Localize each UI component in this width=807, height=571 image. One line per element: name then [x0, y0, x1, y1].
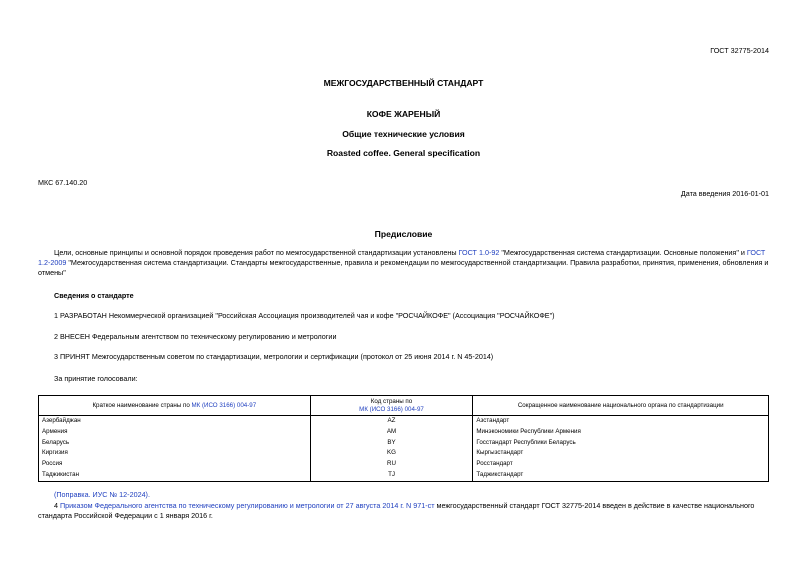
standards-body-cell: Азстандарт [473, 416, 769, 427]
standard-info-heading: Сведения о стандарте [54, 291, 134, 300]
country-cell: Киргизия [39, 448, 311, 459]
country-cell: Армения [39, 427, 311, 438]
country-code-cell: KG [310, 448, 473, 459]
table-row [39, 470, 769, 481]
table-row [39, 416, 769, 427]
country-code-cell: RU [310, 459, 473, 470]
order-link[interactable]: Приказом Федерального агентства по техническому регулированию и метрологии от 27 августа 2014 г. N 971-ст [60, 501, 435, 510]
info-item-adopted: 3 ПРИНЯТ Межгосударственным советом по стандартизации, метрологии и сертификации (протокол от 25 июня 2014 г. N 45-2014) [54, 352, 494, 361]
voting-countries-table [38, 395, 769, 482]
country-code-cell: AM [310, 427, 473, 438]
standard-type-heading: МЕЖГОСУДАРСТВЕННЫЙ СТАНДАРТ [323, 78, 484, 88]
header-country-code [310, 396, 473, 416]
country-cell: Азербайджан [39, 416, 311, 427]
mk-iso-link[interactable]: МК (ИСО 3166) 004-97 [191, 401, 257, 409]
country-code-cell: BY [310, 438, 473, 449]
info-item-enacted [38, 501, 769, 521]
info-item-submitted: 2 ВНЕСЕН Федеральным агентством по техническому регулированию и метрологии [54, 332, 337, 341]
country-cell: Беларусь [39, 438, 311, 449]
header-country-text: Краткое наименование страны по [92, 401, 192, 409]
header-code-text: Код страны по [370, 397, 413, 405]
item4-number: 4 [54, 501, 60, 510]
standards-body-cell: Госстандарт Республики Беларусь [473, 438, 769, 449]
document-subtitle: Общие технические условия [342, 129, 465, 139]
header-standards-body: Сокращенное наименование национального органа по стандартизации [473, 396, 769, 416]
country-code-cell: AZ [310, 416, 473, 427]
mks-code: МКС 67.140.20 [38, 178, 88, 187]
document-title-english: Roasted coffee. General specification [326, 148, 481, 158]
header-country-name [39, 396, 311, 416]
table-row [39, 448, 769, 459]
info-item-developed: 1 РАЗРАБОТАН Некоммерческой организацией "Российская Ассоциация производителей чая и кофе "РОСЧАЙКОФЕ" (Ассоциация "РОСЧАЙКОФЕ") [54, 311, 555, 320]
standards-body-cell: Кыргызстандарт [473, 448, 769, 459]
document-title: КОФЕ ЖАРЕНЫЙ [366, 109, 441, 119]
foreword-heading: Предисловие [374, 229, 433, 239]
mk-iso-code-link[interactable]: МК (ИСО 3166) 004-97 [359, 405, 424, 413]
standards-body-cell: Росстандарт [473, 459, 769, 470]
table-row [39, 438, 769, 449]
intro-text-1: Цели, основные принципы и основной порядок проведения работ по межгосударственной стандартизации установлены [54, 248, 459, 257]
standards-body-cell: Таджикстандарт [473, 470, 769, 481]
country-cell: Россия [39, 459, 311, 470]
gost-1-0-link[interactable]: ГОСТ 1.0-92 [458, 248, 500, 257]
document-number: ГОСТ 32775-2014 [710, 46, 769, 55]
foreword-intro-paragraph [38, 248, 769, 278]
table-row [39, 459, 769, 470]
country-code-cell: TJ [310, 470, 473, 481]
intro-text-3: "Межгосударственная система стандартизации. Стандарты межгосударственные, правила и рекомендации по межгосударственной стандартизации. Правила разработки, принятия, применения, обновления и отмены" [38, 258, 769, 277]
standards-body-cell: Минэкономики Республики Армения [473, 427, 769, 438]
voted-label: За принятие голосовали: [54, 374, 138, 383]
country-cell: Таджикистан [39, 470, 311, 481]
table-header-row [39, 396, 769, 416]
intro-text-2: "Межгосударственная система стандартизации. Основные положения" и [499, 248, 747, 257]
table-row [39, 427, 769, 438]
introduction-date: Дата введения 2016-01-01 [680, 189, 769, 198]
item4-text: межгосударственный стандарт ГОСТ 32775-2014 введен в действие в качестве национального стандарта Российской Федерации с 1 января 2016 г. [38, 501, 755, 520]
correction-link[interactable]: (Поправка. ИУС № 12-2024). [54, 490, 150, 499]
gost-1-2-link[interactable]: ГОСТ 1.2-2009 [38, 248, 766, 267]
